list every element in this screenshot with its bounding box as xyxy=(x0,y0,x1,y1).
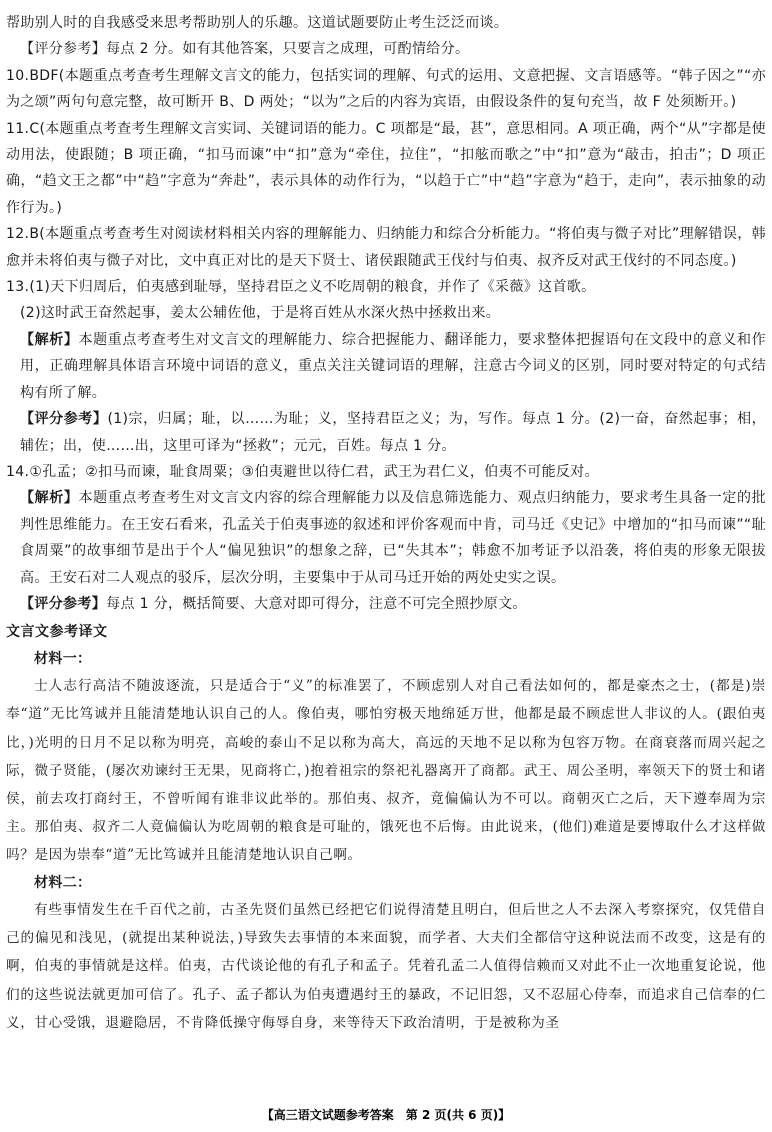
score-text: 每点 1 分，概括简要、大意对即可得分，注意不可完全照抄原文。 xyxy=(106,595,527,612)
page-footer: 【高三语文试题参考答案 第 2 页(共 6 页)】 xyxy=(261,1108,511,1122)
score-tag: 【评分参考】 xyxy=(20,411,108,428)
intro-continuation: 帮助别人时的自我感受来思考帮助别人的乐趣。这道试题要防止考生泛泛而谈。 xyxy=(6,15,509,31)
analysis-text: 本题重点考查考生对文言文内容的综合理解能力以及信息筛选能力、观点归纳能力，要求考生具备一定的批判性思维能力。在王安石看来，孔孟关于伯夷事迹的叙述和评价客观而中肯，司马迁《史记》中增加的“扣马而谏”“耻食周粟”的故事细节是出于个人“偏见独识”的想象之辞，已“失其本”；韩愈不加考证予以沿袭，将伯夷的形象无限拔高。王安石对二人观点的驳斥，层次分明，主要集中于从司马迁开始的两处史实之误。 xyxy=(20,490,766,586)
question-13-score xyxy=(6,406,766,459)
score-text: (1)宗，归属；耻，以……为耻；义，坚持君臣之义；为，写作。每点 1 分。(2)一奋，奋然起事；相，辅佐；出，使……出，这里可译为“拯救”；元元，百姓。每点 1 分。 xyxy=(20,411,766,454)
question-13-answer-2: (2)这时武王奋然起事，姜太公辅佐他，于是将百姓从水深火热中拯救出来。 xyxy=(20,305,501,322)
material-2-title: 材料二： xyxy=(34,874,92,891)
translation-heading: 文言文参考译文 xyxy=(6,624,108,641)
question-13-analysis xyxy=(6,327,766,406)
intro-score-note: 【评分参考】每点 2 分。如有其他答案，只要言之成理，可酌情给分。 xyxy=(20,41,470,58)
question-10: 10.BDF(本题重点考查考生理解文言文的能力，包括实词的理解、句式的运用、文意把握、文言语感等。“韩子因之”“亦为之颂”两句句意完整，故可断开 B、D 两处；“以为”之后的内容为宾语，由假设条件的复句充当，故 F 处须断开。) xyxy=(6,67,766,111)
analysis-tag: 【解析】 xyxy=(20,490,79,507)
question-11: 11.C(本题重点考查考生理解文言实词、关键词语的能力。C 项都是“最，甚”，意思相同。A 项正确，两个“从”字都是使动用法，使跟随；B 项正确，“扣马而谏”中“扣”意为“牵住，拉住”，“扣舷而歌之”中“扣”意为“敲击，拍击”；D 项正确，“趋文王之都”中“趋”字意为“奔赴”，表示具体的动作行为，“以趋于亡”中“趋”字意为“趋于，走向”，表示抽象的动作行为。) xyxy=(6,120,766,216)
analysis-text: 本题重点考查考生对文言文的理解能力、综合把握能力、翻译能力，要求整体把握语句在文段中的意义和作用，正确理解具体语言环境中词语的意义，重点关注关键词语的理解，注意古今词义的区别，同时要对特定的句式结构有所了解。 xyxy=(20,331,766,401)
question-14-analysis xyxy=(6,485,766,591)
material-2-translation: 有些事情发生在千百代之前，古圣先贤们虽然已经把它们说得清楚且明白，但后世之人不去深入考察探究，仅凭借自己的偏见和浅见，(就提出某种说法，)导致失去事情的本来面貌，而学者、大夫们全都信守这种说法而不改变，这是有的啊，伯夷的事情就是这样。伯夷，古代谈论他的有孔子和孟子。凭着孔孟二人值得信赖而又对此不止一次地重复论说，他们的这些说法就更加可信了。孔子、孟子都认为伯夷遭遇纣王的暴政，不记旧怨，又不忍屈心侍奉，而追求自己信奉的仁义，甘心受饿，退避隐居，不肯降低操守侮辱自身，来等待天下政治清明，于是被称为圣 xyxy=(6,901,766,1031)
question-14-answer: 14.①孔孟；②扣马而谏，耻食周粟；③伯夷避世以待仁君，武王为君仁义，伯夷不可能反对。 xyxy=(6,463,599,480)
question-12: 12.B(本题重点考查考生对阅读材料相关内容的理解能力、归纳能力和综合分析能力。“将伯夷与微子对比”理解错误，韩愈并未将伯夷与微子对比，文中真正对比的是天下贤士、诸侯跟随武王伐纣与伯夷、叔齐反对武王伐纣的不同态度。) xyxy=(6,226,766,269)
analysis-tag: 【解析】 xyxy=(20,331,79,348)
question-13-answer-1: 13.(1)天下归周后，伯夷感到耻辱，坚持君臣之义不吃周朝的粮食，并作了《采薇》这首歌。 xyxy=(6,279,596,296)
material-1-title: 材料一： xyxy=(34,650,92,667)
material-1-translation: 士人志行高洁不随波逐流，只是适合于“义”的标准罢了，不顾虑别人对自己看法如何的，都是豪杰之士，(都是)崇奉“道”无比笃诚并且能清楚地认识自己的人。像伯夷，哪怕穷极天地绵延万世，他都是最不顾虑世人非议的人。(跟伯夷比，)光明的日月不足以称为明亮，高峻的泰山不足以称为高大，高远的天地不足以称为包容万物。在商衰落而周兴起之际，微子贤能，(屡次劝谏纣王无果，见商将亡，)抱着祖宗的祭祀礼器离开了商都。武王、周公圣明，率领天下的贤士和诸侯，前去攻打商纣王，不曾听闻有谁非议此举的。那伯夷、叔齐，竟偏偏认为不可以。商朝灭亡之后，天下遵奉周为宗主。那伯夷、叔齐二人竟偏偏认为吃周朝的粮食是可耻的，饿死也不后悔。由此说来，(他们)难道是要博取什么才这样做吗？是因为崇奉“道”无比笃诚并且能清楚地认识自己啊。 xyxy=(6,678,766,864)
score-tag: 【评分参考】 xyxy=(20,595,107,612)
question-14-score xyxy=(6,591,766,617)
